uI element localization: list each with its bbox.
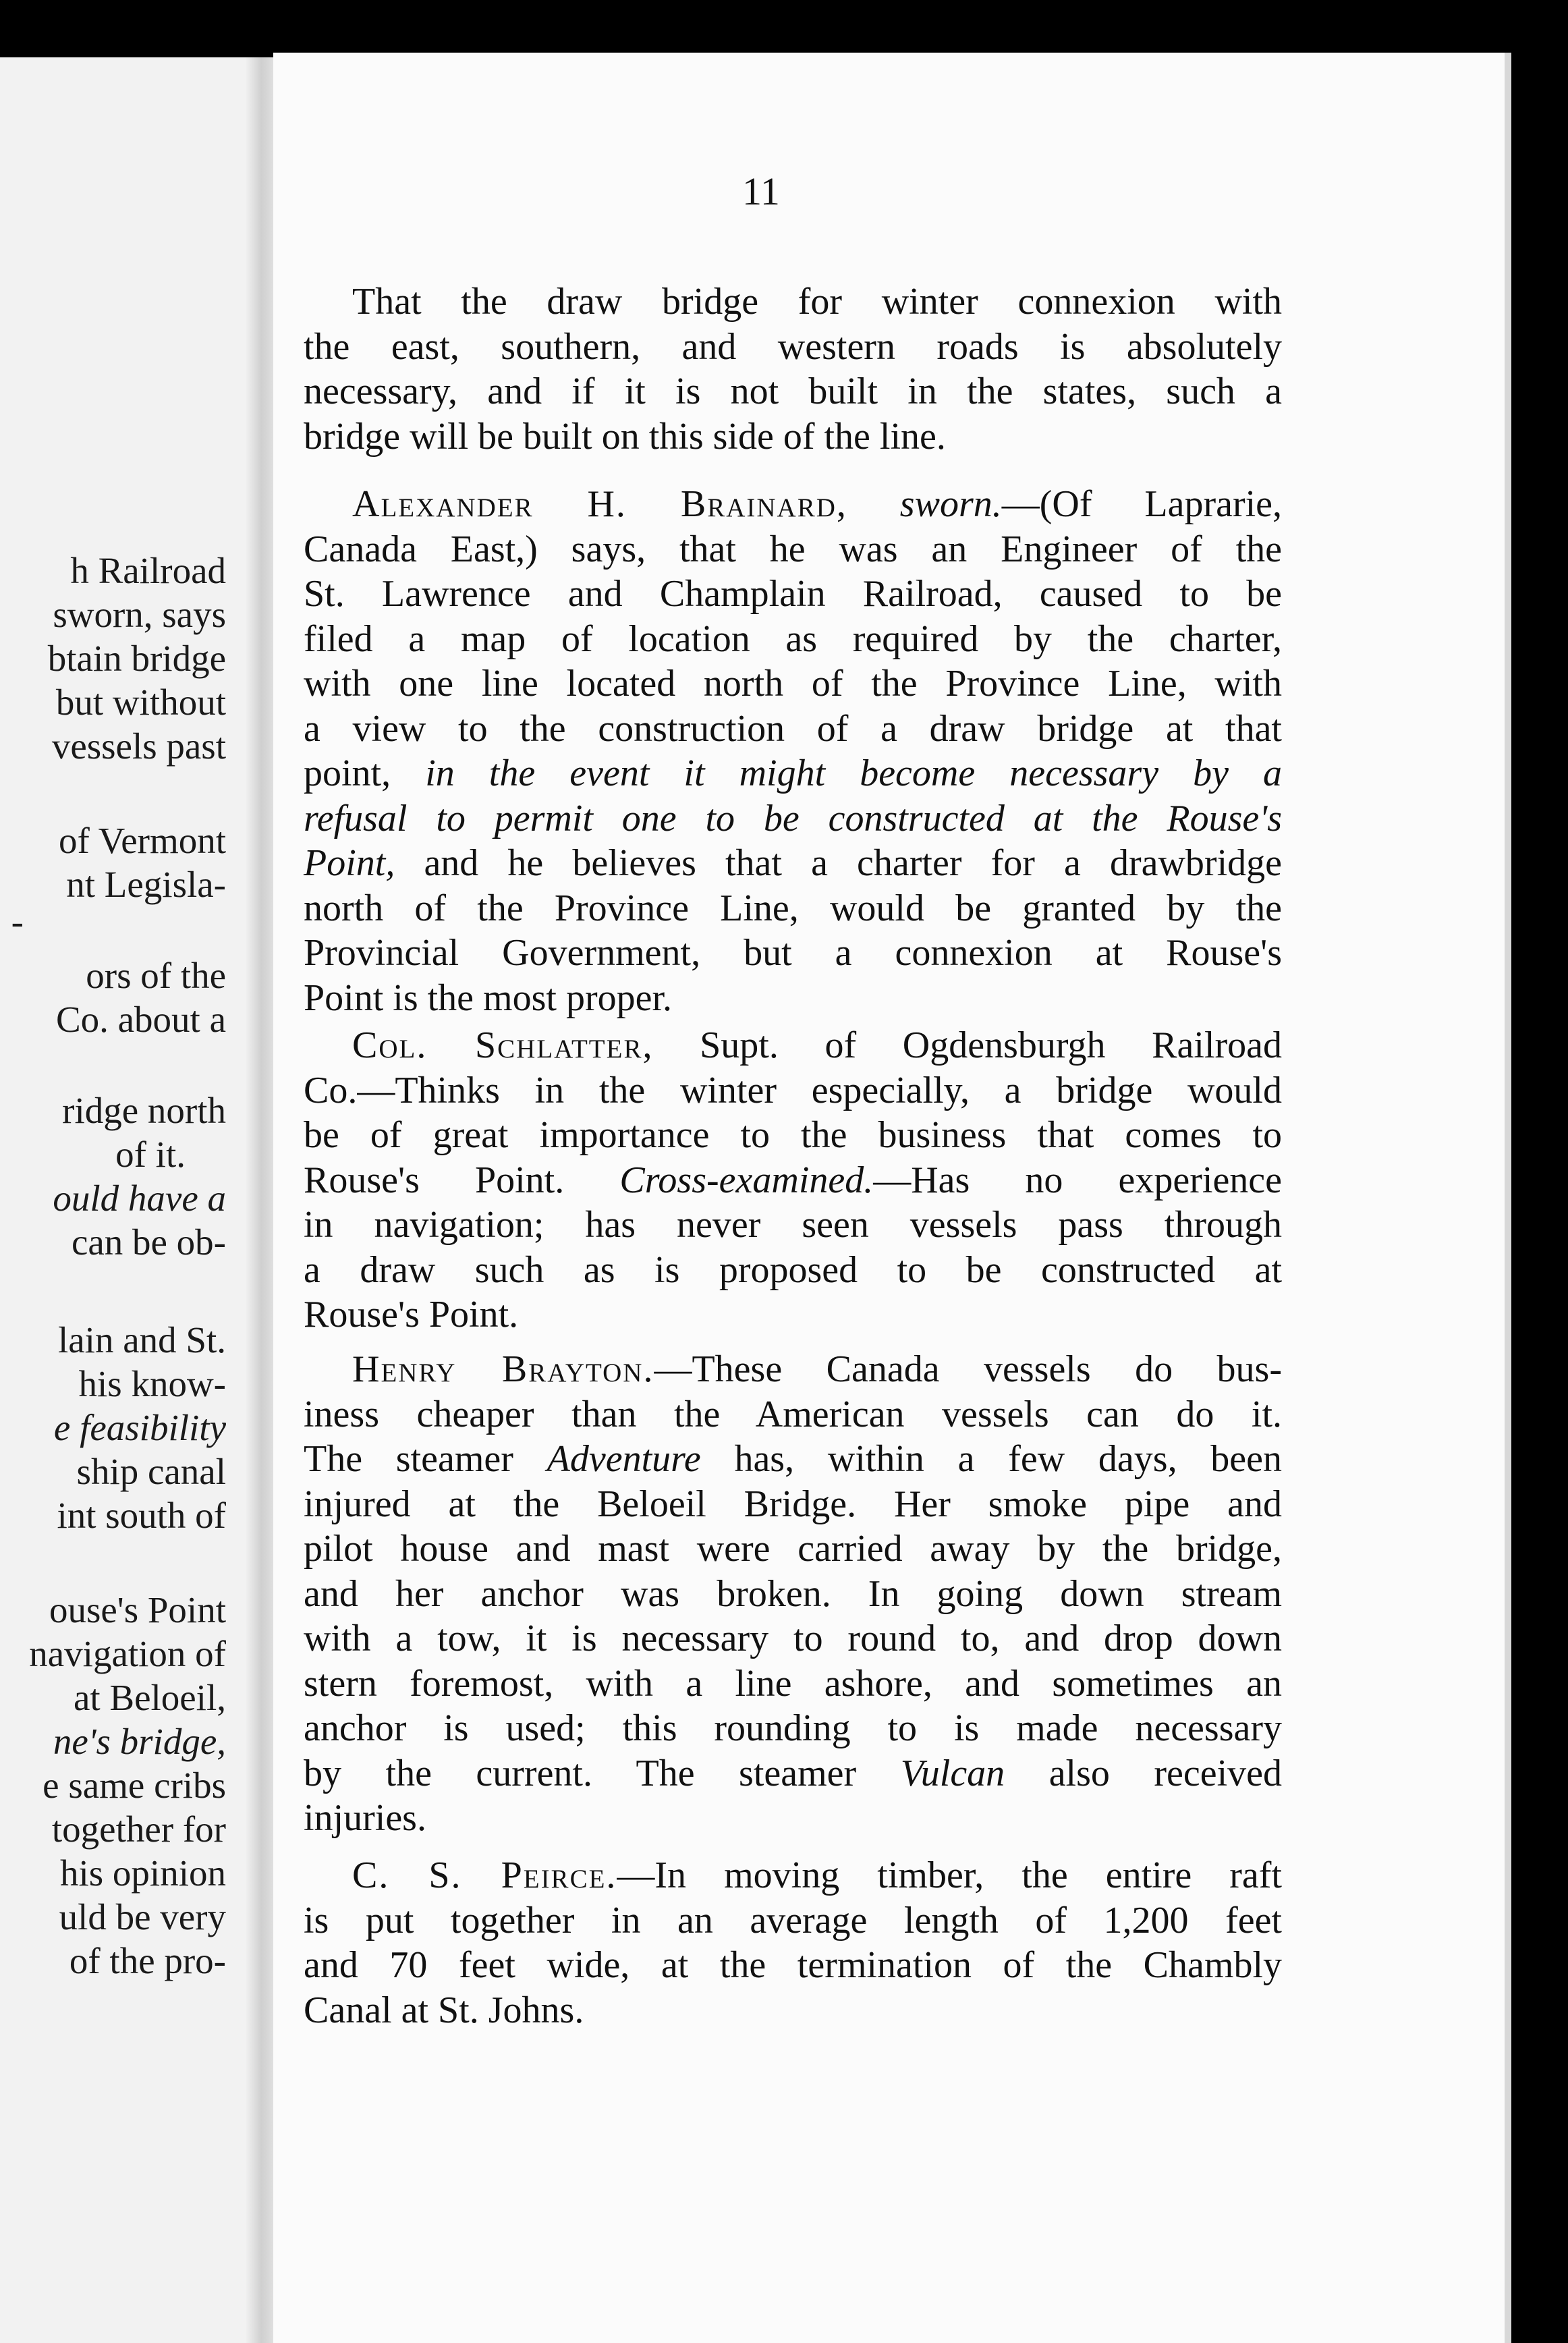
text-line: filed a map of location as required by the charter,	[304, 617, 1282, 660]
text-line	[304, 1437, 1282, 1482]
paragraph-5	[304, 1853, 1282, 2033]
text-line: a view to the construction of a draw bridge at that	[304, 707, 1282, 750]
text-run: —Has no experience	[873, 1159, 1283, 1201]
text-run: by the current. The steamer	[304, 1752, 857, 1794]
left-page	[0, 57, 273, 2343]
text-run: —(Of Laprarie,	[1001, 483, 1283, 525]
left-line: but without	[55, 682, 226, 723]
page-number: 11	[742, 169, 780, 213]
left-line: together for	[51, 1809, 226, 1850]
speaker-name: Alexander H. Brainard,	[352, 483, 847, 525]
text-line: and her anchor was broken. In going down stream	[304, 1572, 1282, 1615]
text-line: and 70 feet wide, at the termination of the Chambly	[304, 1944, 1282, 1986]
text-line: Provincial Government, but a connexion at Rouse's	[304, 932, 1282, 974]
text-line: injured at the Beloeil Bridge. Her smoke pipe and	[304, 1483, 1282, 1525]
text-line: necessary, and if it is not built in the states, such a	[304, 370, 1282, 412]
text-run: Rouse's Point.	[304, 1159, 565, 1201]
left-line: of the pro-	[69, 1940, 226, 1981]
left-line: -	[11, 901, 24, 942]
left-line: e feasibility	[53, 1407, 226, 1448]
speaker-note: sworn.	[899, 483, 1002, 525]
text-line: That the draw bridge for winter connexion with	[352, 281, 1282, 323]
text-run: point,	[304, 752, 391, 794]
text-line	[304, 1158, 1282, 1203]
left-line: lain and St.	[57, 1319, 226, 1360]
left-line: ould have a	[53, 1178, 226, 1219]
paragraph-4	[304, 1347, 1282, 1841]
speaker-name: C. S. Peirce.	[352, 1854, 617, 1896]
text-run: and he believes that a charter for a drawbridge	[424, 842, 1282, 884]
text-line: Point is the most proper.	[304, 976, 672, 1019]
text-line: Co.—Thinks in the winter especially, a bridge would	[304, 1069, 1282, 1111]
left-line: his know-	[78, 1363, 226, 1404]
text-run: The steamer	[304, 1438, 513, 1480]
left-line: at Beloeil,	[73, 1677, 226, 1718]
left-line: h Railroad	[70, 550, 226, 591]
left-line: sworn, says	[53, 594, 226, 635]
text-line: be of great importance to the business that comes to	[304, 1114, 1282, 1156]
text-line: injuries.	[304, 1797, 426, 1839]
left-line: uld be very	[59, 1896, 226, 1937]
left-line: ne's bridge,	[53, 1721, 226, 1762]
text-line	[304, 1853, 1282, 1898]
text-run: —These Canada vessels do bus-	[654, 1348, 1282, 1390]
text-line	[304, 751, 1282, 796]
text-line: with one line located north of the Province Line, with	[304, 663, 1282, 705]
left-line: vessels past	[51, 725, 226, 767]
left-line: of it.	[115, 1134, 186, 1175]
text-run: —In moving timber, the entire raft	[617, 1854, 1282, 1896]
text-line: Rouse's Point.	[304, 1294, 519, 1335]
text-line	[304, 841, 1282, 886]
left-page-text	[0, 57, 226, 2343]
text-line: iness cheaper than the American vessels can do it.	[304, 1393, 1282, 1435]
text-run-italic: Point,	[304, 842, 395, 884]
text-line: in navigation; has never seen vessels pass through	[304, 1204, 1282, 1246]
text-line	[304, 1751, 1282, 1796]
speaker-name: Henry Brayton.	[352, 1348, 654, 1390]
paragraph-3	[304, 1023, 1282, 1338]
left-line: ors of the	[86, 955, 226, 996]
text-line: stern foremost, with a line ashore, and sometimes an	[304, 1662, 1282, 1705]
text-line	[304, 482, 1282, 527]
text-line: St. Lawrence and Champlain Railroad, caused to be	[304, 573, 1282, 615]
left-line: ridge north	[62, 1090, 226, 1131]
page-edge	[1505, 53, 1511, 2343]
text-line: Canal at St. Johns.	[304, 1989, 584, 2031]
text-line: is put together in an average length of 1,200 feet	[304, 1899, 1282, 1941]
text-line: the east, southern, and western roads is absolutely	[304, 325, 1282, 368]
left-line: ouse's Point	[49, 1589, 226, 1630]
text-run-italic: Vulcan	[900, 1752, 1005, 1794]
left-line: e same cribs	[43, 1765, 226, 1806]
text-line: bridge will be built on this side of the line.	[304, 415, 946, 458]
text-run-italic: Cross-examined.	[619, 1159, 874, 1201]
left-line: ship canal	[76, 1451, 226, 1492]
text-run-italic: Adventure	[547, 1438, 701, 1480]
text-line: a draw such as is proposed to be constructed at	[304, 1248, 1282, 1291]
text-run-italic: in the event it might become necessary by a	[425, 752, 1283, 794]
left-line: nt Legisla-	[66, 864, 226, 905]
text-line: Canada East,) says, that he was an Engineer of the	[304, 528, 1282, 570]
left-line: navigation of	[29, 1633, 226, 1674]
text-line	[304, 1347, 1282, 1392]
left-line: can be ob-	[71, 1221, 226, 1263]
text-run: Supt. of Ogdensburgh Railroad	[700, 1024, 1282, 1066]
speaker-name: Col. Schlatter,	[352, 1024, 654, 1066]
left-line: of Vermont	[59, 820, 226, 861]
text-line: anchor is used; this rounding to is made necessary	[304, 1707, 1282, 1749]
left-line: his opinion	[60, 1852, 226, 1894]
left-line: int south of	[57, 1495, 226, 1536]
text-line: north of the Province Line, would be granted by the	[304, 887, 1282, 929]
text-line: with a tow, it is necessary to round to, and drop down	[304, 1618, 1282, 1659]
text-run: also received	[1048, 1752, 1283, 1794]
paragraph-2	[304, 482, 1282, 1020]
text-line: pilot house and mast were carried away by the bridge,	[304, 1528, 1282, 1570]
left-line: btain bridge	[47, 638, 226, 679]
left-line: Co. about a	[55, 999, 226, 1040]
text-line	[304, 1023, 1282, 1068]
text-run: has, within a few days, been	[734, 1438, 1283, 1480]
paragraph-1	[304, 279, 1282, 459]
text-line: refusal to permit one to be constructed at the Rouse's	[304, 797, 1282, 839]
